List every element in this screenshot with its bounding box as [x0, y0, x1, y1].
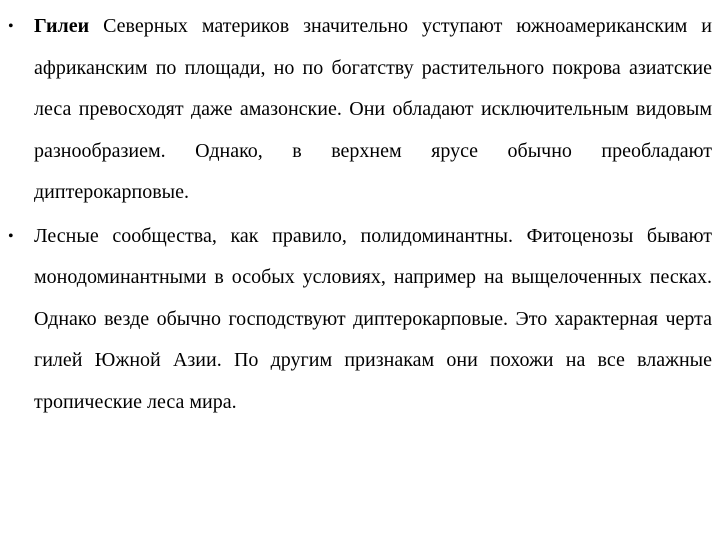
bullet-item-communities [8, 216, 712, 424]
bullet-item-gilei [8, 6, 712, 214]
paragraph-text: Северных материков значительно уступают южноамериканским и африканским по площади, но по богатству растительного покрова азиатские леса превосходят даже амазонские. Они обладают исключительным видовым разнообразием. Однако, в верхнем ярусе обычно преобладают диптерокарповые. [34, 15, 712, 203]
bullet-list [8, 6, 712, 423]
bold-lead-term: Гилеи [34, 15, 90, 37]
paragraph-text: Лесные сообщества, как правило, полидоминантны. Фитоценозы бывают монодоминантными в особых условиях, например на выщелоченных песках. Однако везде обычно господствуют диптерокарповые. Это характерная черта гилей Южной Азии. По другим признакам они похожи на все влажные тропические леса мира. [34, 224, 712, 413]
bullet-icon: • [8, 227, 14, 245]
bullet-icon: • [8, 18, 14, 35]
